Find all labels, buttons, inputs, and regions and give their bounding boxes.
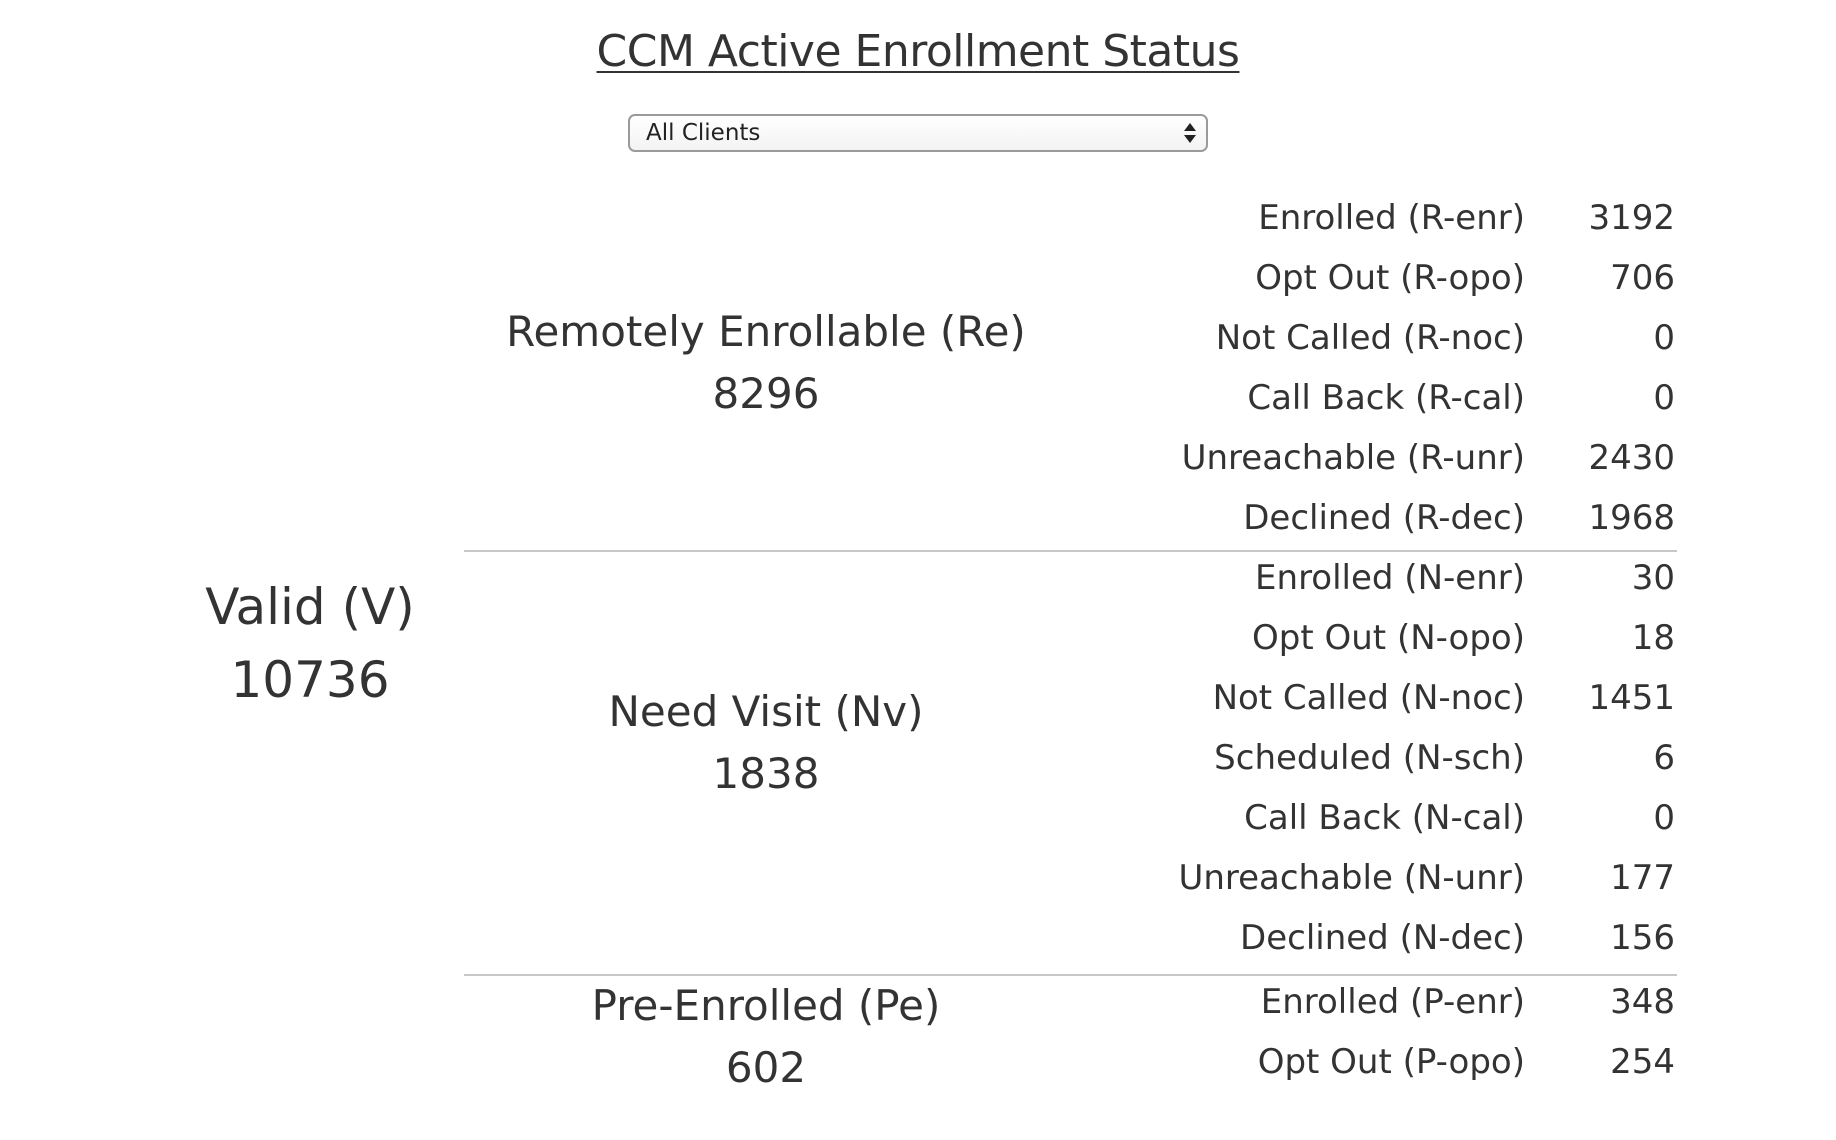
stat-value: 3192 [1588,198,1675,238]
stat-row [1100,248,1680,308]
stat-label: Enrolled (N-enr) [1255,558,1525,598]
stat-label: Opt Out (R-opo) [1255,258,1525,298]
valid-summary [160,572,460,718]
stat-label: Opt Out (P-opo) [1257,1042,1525,1082]
stat-row [1100,308,1680,368]
stat-value: 156 [1610,918,1675,958]
stat-row [1100,548,1680,608]
client-select[interactable] [628,114,1208,152]
stat-label: Not Called (N-noc) [1212,678,1525,718]
group-need-visit-label: Need Visit (Nv) [608,687,924,736]
stat-value: 0 [1653,318,1675,358]
stat-label: Enrolled (R-enr) [1258,198,1525,238]
group-need-visit-count: 1838 [712,749,820,798]
stat-value: 1968 [1588,498,1675,538]
stat-value: 30 [1631,558,1675,598]
stat-value: 348 [1610,982,1675,1022]
group-remote-rows [1100,188,1680,548]
valid-count: 10736 [230,651,390,709]
stat-row [1100,972,1680,1032]
stat-value: 177 [1610,858,1675,898]
stat-row [1100,188,1680,248]
valid-label: Valid (V) [205,578,415,636]
group-remote-count: 8296 [712,369,820,418]
group-pre-enrolled-label: Pre-Enrolled (Pe) [591,981,941,1030]
stat-row [1100,1032,1680,1092]
stat-value: 1451 [1588,678,1675,718]
select-arrows-icon [1184,121,1196,145]
page-title: CCM Active Enrollment Status [596,26,1240,77]
stat-label: Not Called (R-noc) [1215,318,1525,358]
stat-value: 0 [1653,378,1675,418]
stat-label: Call Back (R-cal) [1247,378,1525,418]
group-need-visit-summary [466,681,1066,805]
stat-row [1100,368,1680,428]
stat-label: Unreachable (R-unr) [1181,438,1525,478]
stat-value: 6 [1653,738,1675,778]
stat-label: Call Back (N-cal) [1244,798,1525,838]
group-pre-enrolled-summary [466,975,1066,1099]
stat-row [1100,728,1680,788]
stat-row [1100,608,1680,668]
group-pre-enrolled-rows [1100,972,1680,1092]
group-remote-label: Remotely Enrollable (Re) [506,307,1026,356]
stat-row [1100,848,1680,908]
stat-row [1100,668,1680,728]
stat-value: 18 [1631,618,1675,658]
stat-label: Scheduled (N-sch) [1214,738,1525,778]
stat-row [1100,488,1680,548]
group-need-visit-rows [1100,548,1680,968]
stat-row [1100,908,1680,968]
stat-label: Declined (N-dec) [1240,918,1525,958]
group-remote-summary [466,301,1066,425]
stat-value: 2430 [1588,438,1675,478]
stat-label: Unreachable (N-unr) [1178,858,1525,898]
stat-label: Opt Out (N-opo) [1252,618,1525,658]
stat-row [1100,788,1680,848]
client-select-value: All Clients [646,120,761,146]
group-pre-enrolled-count: 602 [725,1043,807,1092]
stat-value: 0 [1653,798,1675,838]
stat-label: Enrolled (P-enr) [1260,982,1525,1022]
stat-value: 254 [1610,1042,1675,1082]
stat-value: 706 [1610,258,1675,298]
stat-label: Declined (R-dec) [1243,498,1525,538]
stat-row [1100,428,1680,488]
